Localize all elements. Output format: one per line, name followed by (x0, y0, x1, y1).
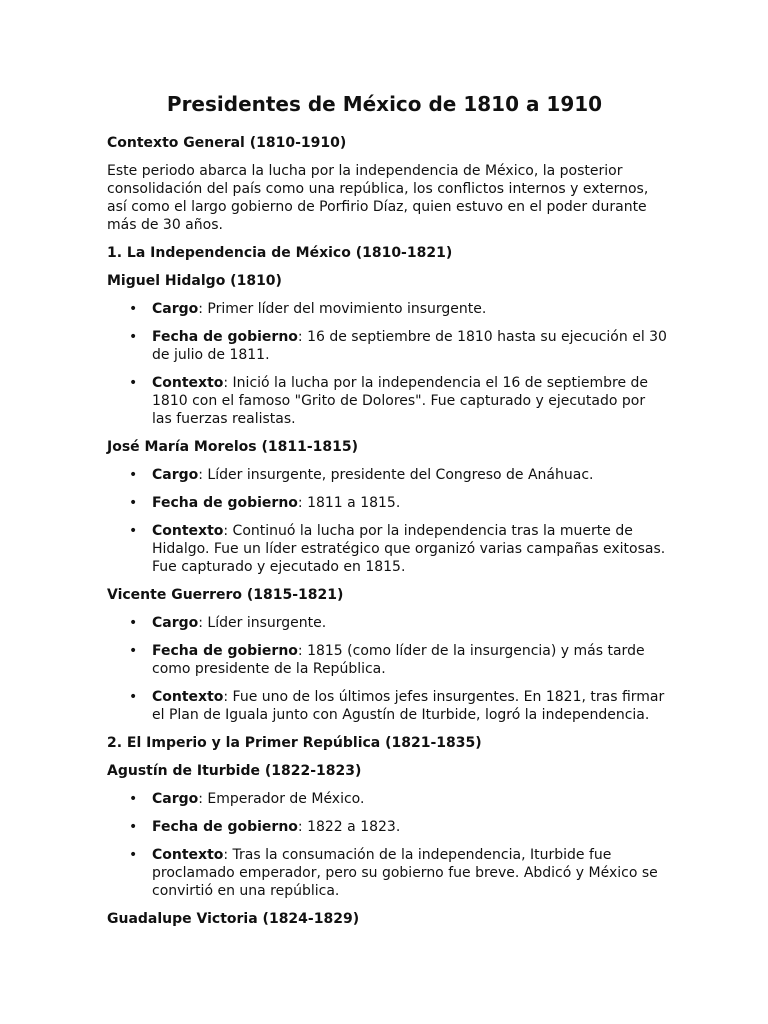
document-page (107, 88, 667, 938)
list-item (107, 614, 667, 632)
item-label: Cargo (152, 615, 199, 631)
item-value: : 1815 (como líder de la insurgencia) y más tarde como presidente de la República. (152, 643, 645, 677)
item-label: Fecha de gobierno (152, 495, 298, 511)
item-value: : Primer líder del movimiento insurgente. (198, 301, 487, 317)
item-value: : Líder insurgente. (198, 615, 327, 631)
list-item (107, 642, 667, 678)
item-label: Fecha de gobierno (152, 643, 298, 659)
item-value: : 1822 a 1823. (297, 819, 401, 835)
bullet-icon: • (129, 301, 138, 317)
bullet-icon: • (129, 791, 138, 807)
bullet-icon: • (129, 689, 138, 705)
item-value: : 1811 a 1815. (297, 495, 401, 511)
item-label: Fecha de gobierno (152, 819, 298, 835)
bullet-icon: • (129, 523, 138, 539)
page-title: Presidentes de México de 1810 a 1910 (166, 92, 603, 116)
item-label: Cargo (152, 467, 199, 483)
bullet-icon: • (129, 643, 138, 659)
person-heading: Agustín de Iturbide (1822-1823) (107, 763, 362, 779)
list-item (107, 374, 667, 428)
person-details-list (107, 790, 667, 900)
person-heading: Miguel Hidalgo (1810) (107, 273, 282, 289)
list-item (107, 494, 667, 512)
bullet-icon: • (129, 819, 138, 835)
person-heading: José María Morelos (1811-1815) (107, 439, 359, 455)
bullet-icon: • (129, 847, 138, 863)
person-heading: Vicente Guerrero (1815-1821) (107, 587, 344, 603)
list-item (107, 688, 667, 724)
item-value: : Emperador de México. (198, 791, 365, 807)
item-value: : Tras la consumación de la independencia, Iturbide fue proclamado emperador, pero su gobierno fue breve. Abdicó y México se convirtió en una república. (152, 847, 658, 899)
person-heading: Guadalupe Victoria (1824-1829) (107, 911, 360, 927)
list-item (107, 328, 667, 364)
item-label: Contexto (152, 689, 224, 705)
bullet-icon: • (129, 495, 138, 511)
bullet-icon: • (129, 615, 138, 631)
item-value: : Líder insurgente, presidente del Congreso de Anáhuac. (198, 467, 594, 483)
item-label: Contexto (152, 375, 224, 391)
item-label: Cargo (152, 791, 199, 807)
list-item (107, 846, 667, 900)
item-value: : Continuó la lucha por la independencia tras la muerte de Hidalgo. Fue un líder estratégico que organizó varias campañas exitosas. Fue capturado y ejecutado en 1815. (152, 523, 666, 575)
context-paragraph: Este periodo abarca la lucha por la independencia de México, la posterior consolidación del país como una república, los conflictos internos y externos, así como el largo gobierno de Porfirio Díaz, quien estuvo en el poder durante más de 30 años. (107, 163, 649, 233)
bullet-icon: • (129, 329, 138, 345)
context-heading: Contexto General (1810-1910) (107, 135, 347, 151)
item-value: : Inició la lucha por la independencia el 16 de septiembre de 1810 con el famoso "Grito de Dolores". Fue capturado y ejecutado por las fuerzas realistas. (152, 375, 649, 427)
person-details-list (107, 300, 667, 428)
item-value: : Fue uno de los últimos jefes insurgentes. En 1821, tras firmar el Plan de Iguala junto con Agustín de Iturbide, logró la independencia. (152, 689, 665, 723)
section-heading: 2. El Imperio y la Primer República (1821-1835) (107, 735, 482, 751)
list-item (107, 790, 667, 808)
item-value: : 16 de septiembre de 1810 hasta su ejecución el 30 de julio de 1811. (152, 329, 667, 363)
item-label: Contexto (152, 847, 224, 863)
item-label: Cargo (152, 301, 199, 317)
person-details-list (107, 614, 667, 724)
list-item (107, 466, 667, 484)
item-label: Fecha de gobierno (152, 329, 298, 345)
item-label: Contexto (152, 523, 224, 539)
list-item (107, 522, 667, 576)
person-details-list (107, 466, 667, 576)
bullet-icon: • (129, 467, 138, 483)
list-item (107, 300, 667, 318)
bullet-icon: • (129, 375, 138, 391)
section-heading: 1. La Independencia de México (1810-1821) (107, 245, 453, 261)
list-item (107, 818, 667, 836)
